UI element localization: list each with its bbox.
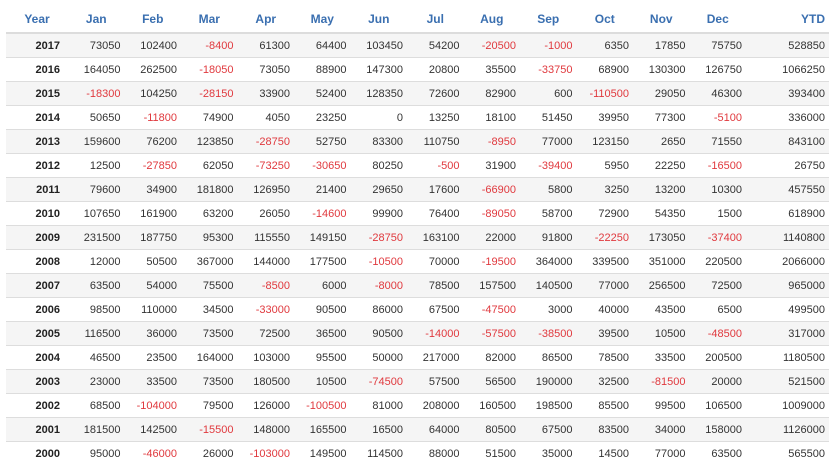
month-value-cell: -18050 (181, 58, 238, 82)
month-value-cell: 600 (520, 82, 577, 106)
month-value-cell: -11800 (125, 106, 182, 130)
month-value-cell: 200500 (690, 346, 747, 370)
month-value-cell: 90500 (351, 322, 408, 346)
month-value-cell: -110500 (577, 82, 634, 106)
month-value-cell: 339500 (577, 250, 634, 274)
month-value-cell: 99500 (633, 394, 690, 418)
ytd-cell: 1140800 (746, 226, 829, 250)
year-cell: 2005 (6, 322, 68, 346)
month-value-cell: -73250 (238, 154, 295, 178)
year-cell: 2000 (6, 442, 68, 466)
month-value-cell: 22250 (633, 154, 690, 178)
year-cell: 2004 (6, 346, 68, 370)
month-value-cell: 21400 (294, 178, 351, 202)
column-header-ytd: YTD (746, 6, 829, 33)
month-value-cell: 68500 (68, 394, 125, 418)
table-row (6, 370, 829, 394)
month-value-cell: 16500 (351, 418, 408, 442)
month-value-cell: -500 (407, 154, 464, 178)
month-value-cell: 80250 (351, 154, 408, 178)
month-value-cell: -8500 (238, 274, 295, 298)
month-value-cell: 6000 (294, 274, 351, 298)
table-row (6, 33, 829, 58)
month-value-cell: -27850 (125, 154, 182, 178)
ytd-cell: 499500 (746, 298, 829, 322)
month-value-cell: -14000 (407, 322, 464, 346)
month-value-cell: 88900 (294, 58, 351, 82)
month-value-cell: 149150 (294, 226, 351, 250)
month-value-cell: 76200 (125, 130, 182, 154)
month-value-cell: 351000 (633, 250, 690, 274)
month-value-cell: 50000 (351, 346, 408, 370)
month-value-cell: 39500 (577, 322, 634, 346)
table-row (6, 82, 829, 106)
table-row (6, 418, 829, 442)
month-value-cell: 88000 (407, 442, 464, 466)
year-cell: 2007 (6, 274, 68, 298)
ytd-cell: 1066250 (746, 58, 829, 82)
month-value-cell: 54000 (125, 274, 182, 298)
month-value-cell: 86500 (520, 346, 577, 370)
month-value-cell: 85500 (577, 394, 634, 418)
month-value-cell: -16500 (690, 154, 747, 178)
month-value-cell: 29050 (633, 82, 690, 106)
month-value-cell: 158000 (690, 418, 747, 442)
month-value-cell: 74900 (181, 106, 238, 130)
table-row (6, 322, 829, 346)
month-value-cell: 26000 (181, 442, 238, 466)
month-value-cell: 149500 (294, 442, 351, 466)
table-row (6, 154, 829, 178)
month-value-cell: 3250 (577, 178, 634, 202)
month-value-cell: 73500 (181, 322, 238, 346)
table-row (6, 346, 829, 370)
month-value-cell: 57500 (407, 370, 464, 394)
column-header-mar: Mar (181, 6, 238, 33)
year-cell: 2001 (6, 418, 68, 442)
month-value-cell: 123150 (577, 130, 634, 154)
month-value-cell: 12000 (68, 250, 125, 274)
column-header-may: May (294, 6, 351, 33)
month-value-cell: 148000 (238, 418, 295, 442)
month-value-cell: 14500 (577, 442, 634, 466)
month-value-cell: 17600 (407, 178, 464, 202)
month-value-cell: 116500 (68, 322, 125, 346)
month-value-cell: 163100 (407, 226, 464, 250)
month-value-cell: -103000 (238, 442, 295, 466)
month-value-cell: 58700 (520, 202, 577, 226)
year-cell: 2016 (6, 58, 68, 82)
month-value-cell: 159600 (68, 130, 125, 154)
month-value-cell: -39400 (520, 154, 577, 178)
month-value-cell: 114500 (351, 442, 408, 466)
month-value-cell: 187750 (125, 226, 182, 250)
month-value-cell: -37400 (690, 226, 747, 250)
month-value-cell: 3000 (520, 298, 577, 322)
month-value-cell: -15500 (181, 418, 238, 442)
column-header-aug: Aug (464, 6, 521, 33)
month-value-cell: 6500 (690, 298, 747, 322)
month-value-cell: 5800 (520, 178, 577, 202)
month-value-cell: 165500 (294, 418, 351, 442)
column-header-year: Year (6, 6, 68, 33)
month-value-cell: 46500 (68, 346, 125, 370)
month-value-cell: 29650 (351, 178, 408, 202)
month-value-cell: 364000 (520, 250, 577, 274)
month-value-cell: 68900 (577, 58, 634, 82)
month-value-cell: 54350 (633, 202, 690, 226)
month-value-cell: 31900 (464, 154, 521, 178)
month-value-cell: 5950 (577, 154, 634, 178)
month-value-cell: 83500 (577, 418, 634, 442)
month-value-cell: 64400 (294, 33, 351, 58)
month-value-cell: 46300 (690, 82, 747, 106)
month-value-cell: 180500 (238, 370, 295, 394)
ytd-cell: 317000 (746, 322, 829, 346)
month-value-cell: 128350 (351, 82, 408, 106)
month-value-cell: -46000 (125, 442, 182, 466)
month-value-cell: 39950 (577, 106, 634, 130)
month-value-cell: 67500 (407, 298, 464, 322)
month-value-cell: 90500 (294, 298, 351, 322)
ytd-cell: 528850 (746, 33, 829, 58)
ytd-cell: 1180500 (746, 346, 829, 370)
month-value-cell: 1500 (690, 202, 747, 226)
month-value-cell: 72500 (690, 274, 747, 298)
year-cell: 2011 (6, 178, 68, 202)
ytd-cell: 26750 (746, 154, 829, 178)
table-row (6, 202, 829, 226)
month-value-cell: 4050 (238, 106, 295, 130)
month-value-cell: 10500 (294, 370, 351, 394)
month-value-cell: 18100 (464, 106, 521, 130)
ytd-cell: 565500 (746, 442, 829, 466)
month-value-cell: 231500 (68, 226, 125, 250)
month-value-cell: 126750 (690, 58, 747, 82)
month-value-cell: -57500 (464, 322, 521, 346)
month-value-cell: 173050 (633, 226, 690, 250)
month-value-cell: 99900 (351, 202, 408, 226)
table-row (6, 58, 829, 82)
month-value-cell: 95500 (294, 346, 351, 370)
month-value-cell: 126000 (238, 394, 295, 418)
month-value-cell: 63500 (690, 442, 747, 466)
year-cell: 2015 (6, 82, 68, 106)
table-row (6, 442, 829, 466)
month-value-cell: 72600 (407, 82, 464, 106)
column-header-dec: Dec (690, 6, 747, 33)
month-value-cell: 82900 (464, 82, 521, 106)
month-value-cell: 13250 (407, 106, 464, 130)
column-header-feb: Feb (125, 6, 182, 33)
month-value-cell: 144000 (238, 250, 295, 274)
month-value-cell: 64000 (407, 418, 464, 442)
table-row (6, 178, 829, 202)
month-value-cell: 33900 (238, 82, 295, 106)
month-value-cell: -19500 (464, 250, 521, 274)
month-value-cell: -28150 (181, 82, 238, 106)
month-value-cell: 115550 (238, 226, 295, 250)
ytd-cell: 1009000 (746, 394, 829, 418)
month-value-cell: -1000 (520, 33, 577, 58)
month-value-cell: 26050 (238, 202, 295, 226)
month-value-cell: 72500 (238, 322, 295, 346)
month-value-cell: 32500 (577, 370, 634, 394)
month-value-cell: -33000 (238, 298, 295, 322)
year-cell: 2013 (6, 130, 68, 154)
year-cell: 2002 (6, 394, 68, 418)
month-value-cell: 63200 (181, 202, 238, 226)
month-value-cell: 190000 (520, 370, 577, 394)
month-value-cell: 73500 (181, 370, 238, 394)
year-cell: 2014 (6, 106, 68, 130)
month-value-cell: 95300 (181, 226, 238, 250)
month-value-cell: 79500 (181, 394, 238, 418)
month-value-cell: -48500 (690, 322, 747, 346)
month-value-cell: 23000 (68, 370, 125, 394)
month-value-cell: -74500 (351, 370, 408, 394)
year-cell: 2017 (6, 33, 68, 58)
month-value-cell: 147300 (351, 58, 408, 82)
month-value-cell: -100500 (294, 394, 351, 418)
month-value-cell: 2650 (633, 130, 690, 154)
month-value-cell: 73050 (238, 58, 295, 82)
month-value-cell: -28750 (238, 130, 295, 154)
year-cell: 2006 (6, 298, 68, 322)
month-value-cell: 77300 (633, 106, 690, 130)
month-value-cell: 12500 (68, 154, 125, 178)
table-row (6, 298, 829, 322)
month-value-cell: -22250 (577, 226, 634, 250)
ytd-cell: 457550 (746, 178, 829, 202)
column-header-jul: Jul (407, 6, 464, 33)
table-body (6, 33, 829, 465)
month-value-cell: 77000 (520, 130, 577, 154)
month-value-cell: 77000 (633, 442, 690, 466)
month-value-cell: -14600 (294, 202, 351, 226)
month-value-cell: 106500 (690, 394, 747, 418)
table-row (6, 130, 829, 154)
month-value-cell: 103450 (351, 33, 408, 58)
month-value-cell: 160500 (464, 394, 521, 418)
month-value-cell: 157500 (464, 274, 521, 298)
column-header-nov: Nov (633, 6, 690, 33)
month-value-cell: -8400 (181, 33, 238, 58)
month-value-cell: 110750 (407, 130, 464, 154)
month-value-cell: 103000 (238, 346, 295, 370)
month-value-cell: -8950 (464, 130, 521, 154)
month-value-cell: 177500 (294, 250, 351, 274)
year-cell: 2003 (6, 370, 68, 394)
month-value-cell: 83300 (351, 130, 408, 154)
month-value-cell: 256500 (633, 274, 690, 298)
ytd-cell: 618900 (746, 202, 829, 226)
month-value-cell: 13200 (633, 178, 690, 202)
month-value-cell: 23250 (294, 106, 351, 130)
month-value-cell: -81500 (633, 370, 690, 394)
year-cell: 2009 (6, 226, 68, 250)
table-header (6, 6, 829, 33)
month-value-cell: 52400 (294, 82, 351, 106)
header-row (6, 6, 829, 33)
month-value-cell: 208000 (407, 394, 464, 418)
month-value-cell: 40000 (577, 298, 634, 322)
year-cell: 2010 (6, 202, 68, 226)
month-value-cell: 102400 (125, 33, 182, 58)
month-value-cell: 43500 (633, 298, 690, 322)
month-value-cell: 220500 (690, 250, 747, 274)
month-value-cell: 67500 (520, 418, 577, 442)
month-value-cell: 164050 (68, 58, 125, 82)
month-value-cell: 181500 (68, 418, 125, 442)
column-header-jun: Jun (351, 6, 408, 33)
month-value-cell: 52750 (294, 130, 351, 154)
month-value-cell: 98500 (68, 298, 125, 322)
month-value-cell: 91800 (520, 226, 577, 250)
month-value-cell: 20000 (690, 370, 747, 394)
month-value-cell: 71550 (690, 130, 747, 154)
month-value-cell: -47500 (464, 298, 521, 322)
month-value-cell: 80500 (464, 418, 521, 442)
column-header-apr: Apr (238, 6, 295, 33)
month-value-cell: -38500 (520, 322, 577, 346)
month-value-cell: -104000 (125, 394, 182, 418)
month-value-cell: 217000 (407, 346, 464, 370)
ytd-cell: 2066000 (746, 250, 829, 274)
month-value-cell: 107650 (68, 202, 125, 226)
month-value-cell: -8000 (351, 274, 408, 298)
month-value-cell: 20800 (407, 58, 464, 82)
month-value-cell: -18300 (68, 82, 125, 106)
month-value-cell: 104250 (125, 82, 182, 106)
ytd-cell: 843100 (746, 130, 829, 154)
month-value-cell: -33750 (520, 58, 577, 82)
ytd-cell: 1126000 (746, 418, 829, 442)
month-value-cell: 130300 (633, 58, 690, 82)
month-value-cell: 33500 (125, 370, 182, 394)
month-value-cell: 34900 (125, 178, 182, 202)
month-value-cell: -20500 (464, 33, 521, 58)
month-value-cell: -30650 (294, 154, 351, 178)
year-cell: 2012 (6, 154, 68, 178)
column-header-sep: Sep (520, 6, 577, 33)
ytd-cell: 336000 (746, 106, 829, 130)
month-value-cell: 73050 (68, 33, 125, 58)
table-row (6, 106, 829, 130)
month-value-cell: 262500 (125, 58, 182, 82)
table-row (6, 250, 829, 274)
month-value-cell: 54200 (407, 33, 464, 58)
month-value-cell: 82000 (464, 346, 521, 370)
month-value-cell: -28750 (351, 226, 408, 250)
ytd-cell: 393400 (746, 82, 829, 106)
month-value-cell: 34500 (181, 298, 238, 322)
month-value-cell: 75500 (181, 274, 238, 298)
month-value-cell: 86000 (351, 298, 408, 322)
month-value-cell: 76400 (407, 202, 464, 226)
month-value-cell: 35500 (464, 58, 521, 82)
month-value-cell: 198500 (520, 394, 577, 418)
month-value-cell: 95000 (68, 442, 125, 466)
month-value-cell: 367000 (181, 250, 238, 274)
month-value-cell: 50500 (125, 250, 182, 274)
month-value-cell: 78500 (577, 346, 634, 370)
month-value-cell: 62050 (181, 154, 238, 178)
month-value-cell: 36500 (294, 322, 351, 346)
column-header-oct: Oct (577, 6, 634, 33)
month-value-cell: 23500 (125, 346, 182, 370)
month-value-cell: 51450 (520, 106, 577, 130)
month-value-cell: 33500 (633, 346, 690, 370)
month-value-cell: 140500 (520, 274, 577, 298)
month-value-cell: 17850 (633, 33, 690, 58)
month-value-cell: 110000 (125, 298, 182, 322)
month-value-cell: 81000 (351, 394, 408, 418)
month-value-cell: 78500 (407, 274, 464, 298)
year-cell: 2008 (6, 250, 68, 274)
month-value-cell: 164000 (181, 346, 238, 370)
month-value-cell: 0 (351, 106, 408, 130)
month-value-cell: 63500 (68, 274, 125, 298)
table-row (6, 274, 829, 298)
table-row (6, 226, 829, 250)
table-row (6, 394, 829, 418)
month-value-cell: 70000 (407, 250, 464, 274)
month-value-cell: 61300 (238, 33, 295, 58)
month-value-cell: 6350 (577, 33, 634, 58)
month-value-cell: -10500 (351, 250, 408, 274)
month-value-cell: 22000 (464, 226, 521, 250)
month-value-cell: 51500 (464, 442, 521, 466)
monthly-returns-table (6, 6, 829, 465)
month-value-cell: -89050 (464, 202, 521, 226)
month-value-cell: 56500 (464, 370, 521, 394)
month-value-cell: 79600 (68, 178, 125, 202)
month-value-cell: -66900 (464, 178, 521, 202)
month-value-cell: 50650 (68, 106, 125, 130)
ytd-cell: 521500 (746, 370, 829, 394)
month-value-cell: 142500 (125, 418, 182, 442)
month-value-cell: 10300 (690, 178, 747, 202)
month-value-cell: -5100 (690, 106, 747, 130)
month-value-cell: 36000 (125, 322, 182, 346)
month-value-cell: 123850 (181, 130, 238, 154)
month-value-cell: 35000 (520, 442, 577, 466)
month-value-cell: 161900 (125, 202, 182, 226)
month-value-cell: 75750 (690, 33, 747, 58)
column-header-jan: Jan (68, 6, 125, 33)
ytd-cell: 965000 (746, 274, 829, 298)
month-value-cell: 72900 (577, 202, 634, 226)
month-value-cell: 10500 (633, 322, 690, 346)
month-value-cell: 181800 (181, 178, 238, 202)
month-value-cell: 126950 (238, 178, 295, 202)
month-value-cell: 77000 (577, 274, 634, 298)
month-value-cell: 34000 (633, 418, 690, 442)
